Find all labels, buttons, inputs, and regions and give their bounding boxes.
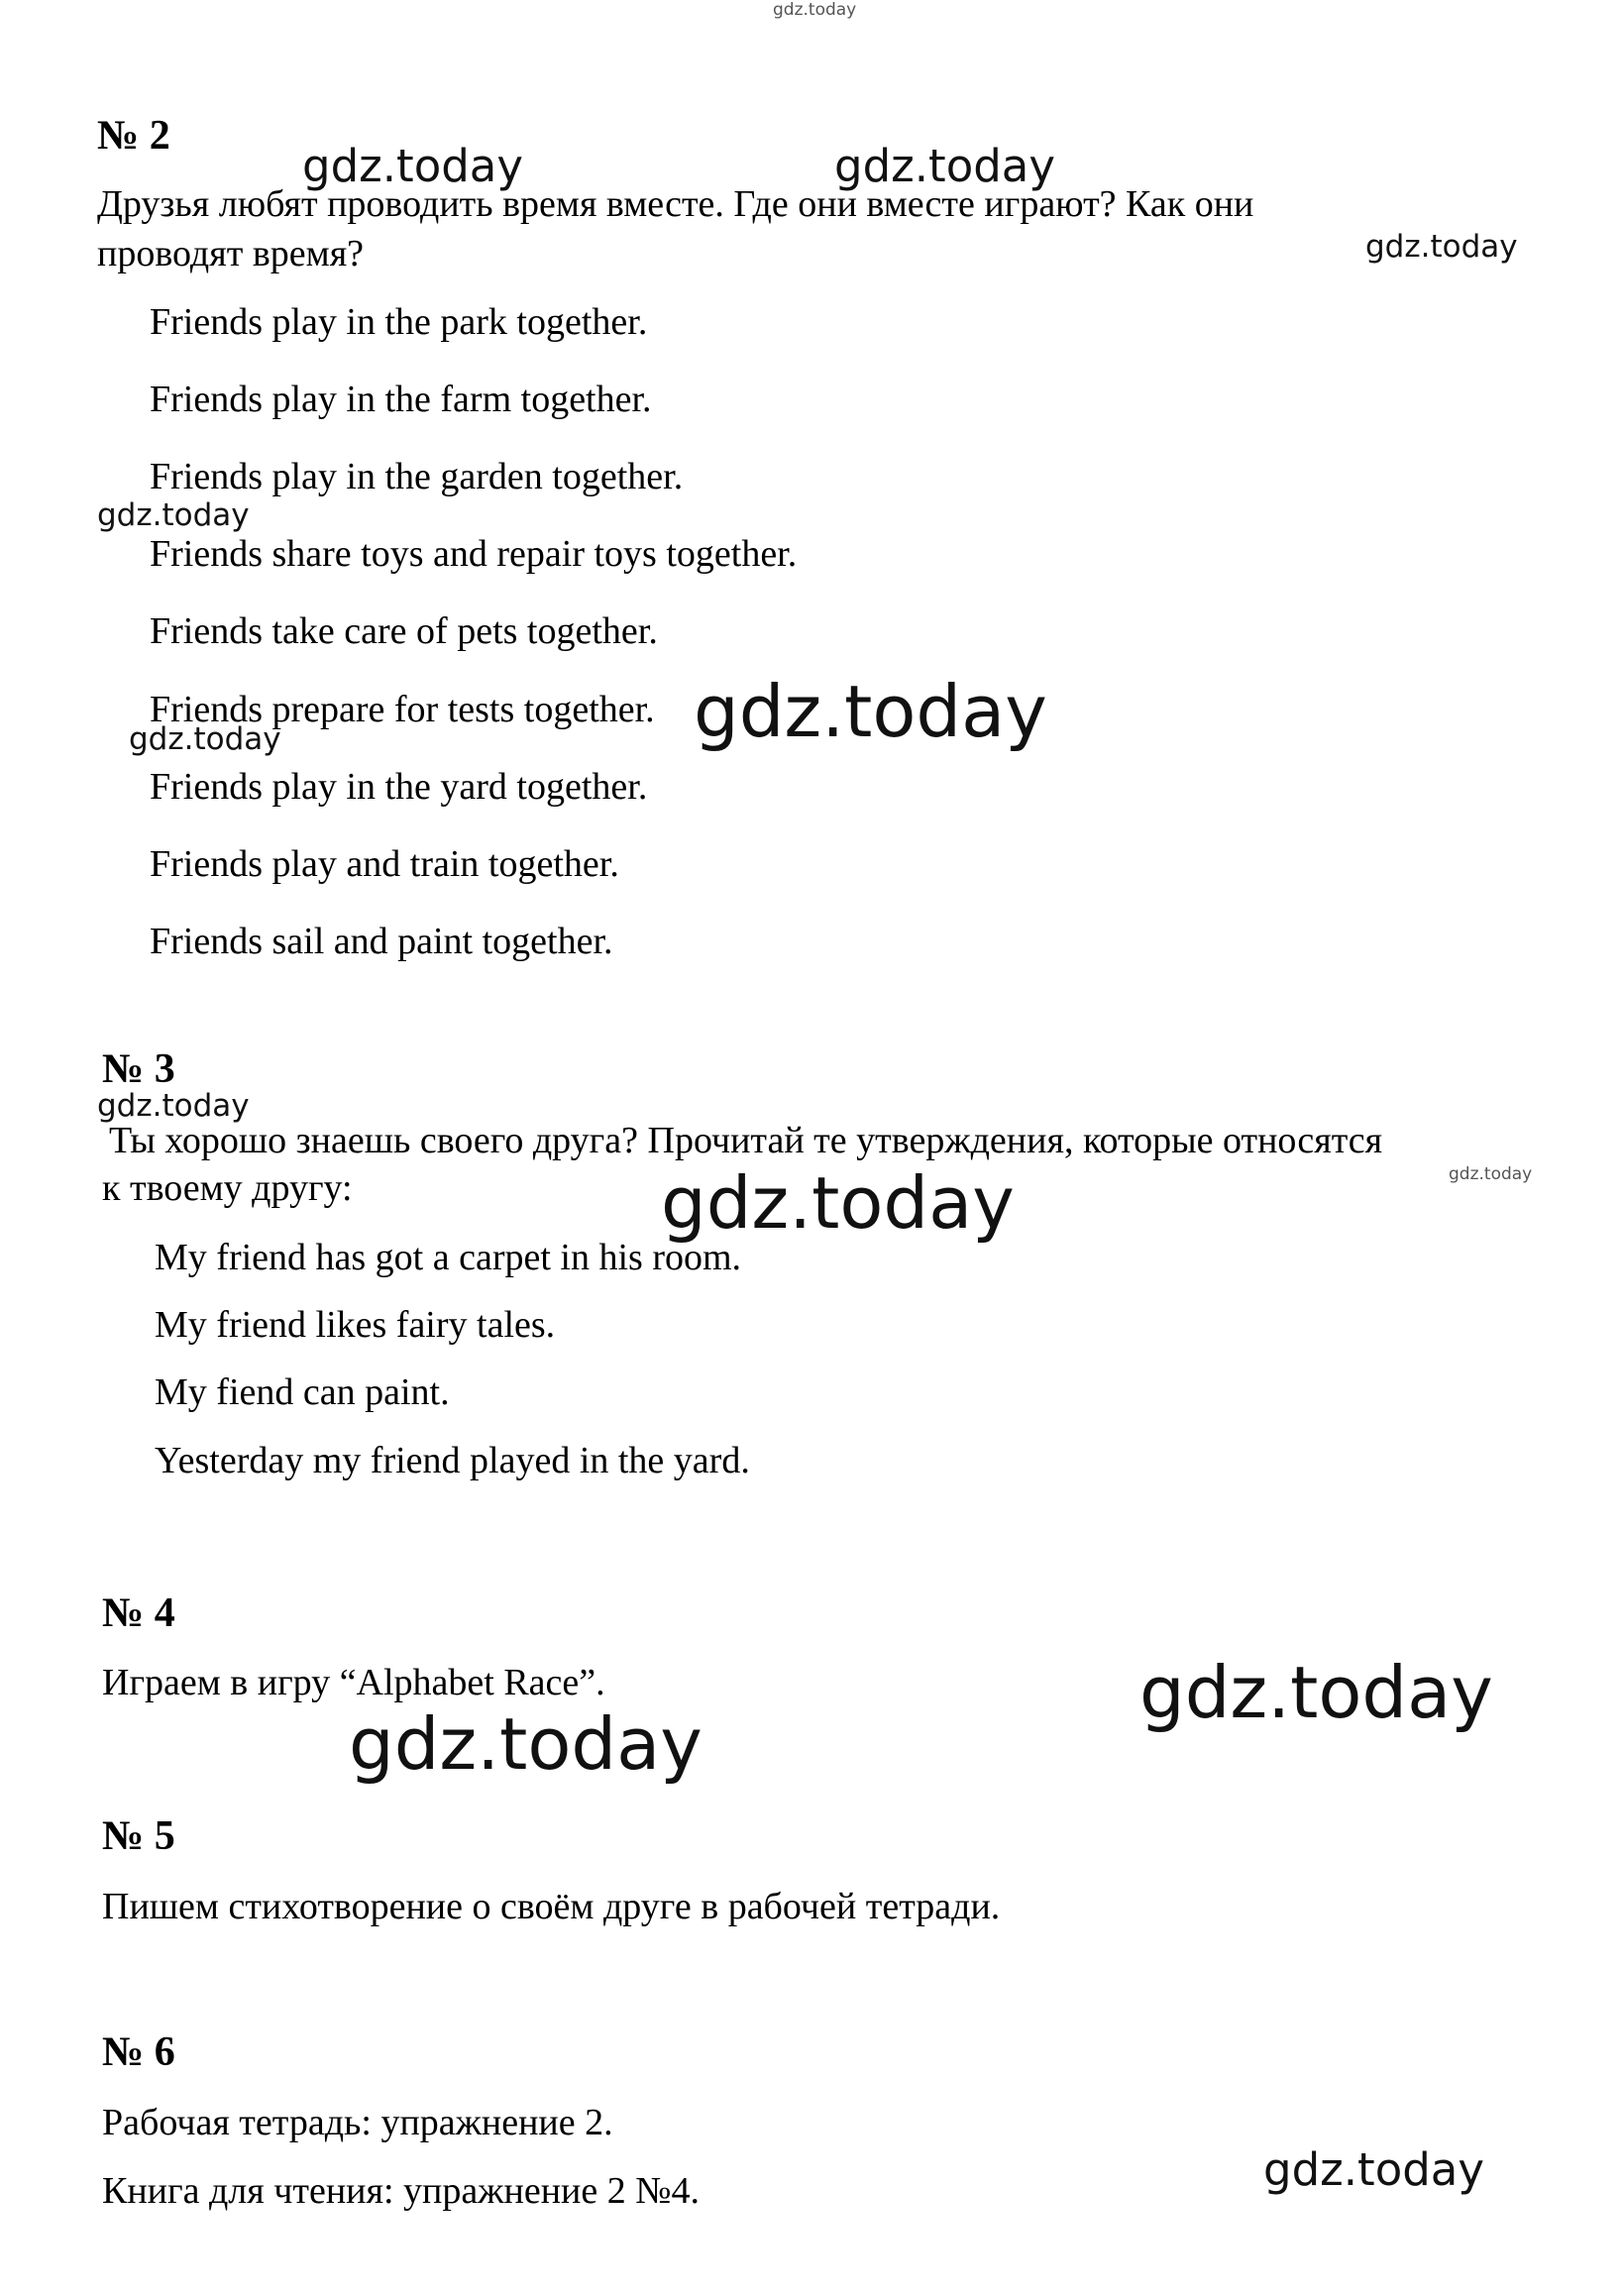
- watermark: gdz.today: [129, 721, 281, 757]
- answer-line: Yesterday my friend played in the yard.: [155, 1440, 750, 1481]
- answer-line: Friends play in the yard together.: [150, 766, 648, 808]
- section-4-heading: № 4: [102, 1590, 175, 1636]
- section-4-text: Играем в игру “Alphabet Race”.: [102, 1662, 605, 1703]
- section-2-task-line-2: проводят время?: [97, 233, 365, 274]
- section-6-heading: № 6: [102, 2029, 175, 2075]
- watermark: gdz.today: [1365, 229, 1518, 265]
- answer-line: Friends play and train together.: [150, 843, 619, 885]
- watermark: gdz.today: [97, 1088, 250, 1124]
- section-6-line-2: Книга для чтения: упражнение 2 №4.: [102, 2170, 700, 2212]
- answer-line: My friend has got a carpet in his room.: [155, 1237, 742, 1278]
- answer-line: Friends play in the park together.: [150, 301, 648, 343]
- watermark: gdz.today: [1139, 1651, 1493, 1734]
- watermark: gdz.today: [349, 1702, 703, 1786]
- answer-line: Friends prepare for tests together.: [150, 689, 655, 730]
- watermark: gdz.today: [97, 497, 250, 533]
- answer-line: Friends play in the farm together.: [150, 379, 652, 420]
- section-5-text: Пишем стихотворение о своём друге в рабочей тетради.: [102, 1886, 1001, 1927]
- section-2-heading: № 2: [97, 113, 170, 159]
- watermark: gdz.today: [1449, 1164, 1533, 1184]
- watermark: gdz.today: [773, 0, 857, 20]
- watermark: gdz.today: [661, 1161, 1015, 1245]
- answer-line: Friends sail and paint together.: [150, 921, 613, 962]
- answer-line: Friends share toys and repair toys together.: [150, 533, 798, 575]
- section-6-line-1: Рабочая тетрадь: упражнение 2.: [102, 2102, 613, 2143]
- section-3-heading: № 3: [102, 1046, 175, 1092]
- answer-line: Friends take care of pets together.: [150, 610, 658, 652]
- watermark: gdz.today: [1263, 2143, 1485, 2196]
- watermark: gdz.today: [694, 670, 1047, 753]
- section-2-task-line-1: Друзья любят проводить время вместе. Где они вместе играют? Как они: [97, 183, 1254, 225]
- answer-line: Friends play in the garden together.: [150, 456, 684, 497]
- watermark: gdz.today: [834, 140, 1056, 192]
- section-5-heading: № 5: [102, 1813, 175, 1859]
- section-3-task-line-1: Ты хорошо знаешь своего друга? Прочитай те утверждения, которые относятся: [109, 1120, 1383, 1161]
- watermark: gdz.today: [302, 140, 524, 192]
- section-3-task-line-2: к твоему другу:: [102, 1167, 353, 1209]
- answer-line: My fiend can paint.: [155, 1371, 450, 1413]
- answer-line: My friend likes fairy tales.: [155, 1304, 556, 1346]
